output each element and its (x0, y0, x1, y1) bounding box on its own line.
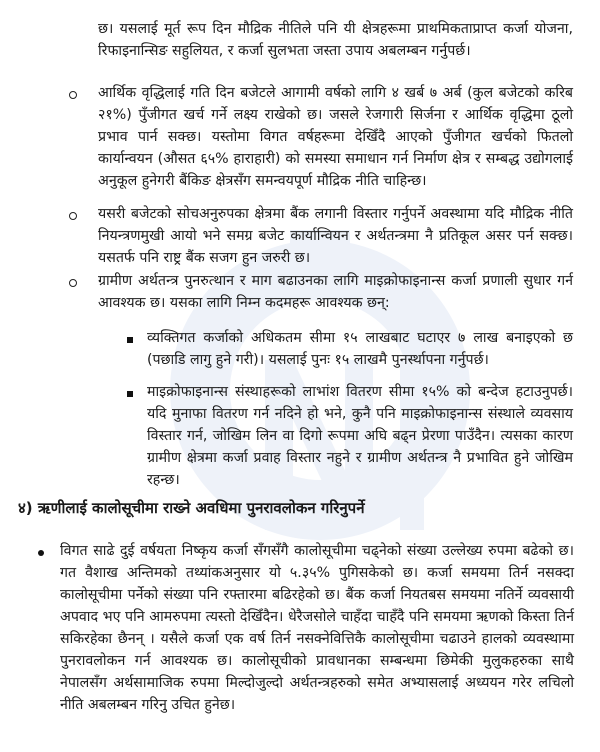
section-point-blacklist: विगत साढे दुई वर्षयता निष्कृय कर्जा सँगसँगै कालोसूचीमा चढ्नेको संख्या उल्लेख्य रुपमा बढेको छ। गत वैशाख अन्तिमको तथ्यांकअनुसार यो ५.३५% पुगिसकेको छ। कर्जा समयमा तिर्न नसक्दा कालोसूचीमा पर्नेको संख्या पनि रफ्तारमा बढिरहेको छ। बैंक कर्जा नियतबस समयमा नतिर्ने व्यवसायी अपवाद भए पनि आमरुपमा त्यस्तो देखिँदैन। धेरैजसोले चाहँदा चाहँदै पनि समयमा ऋणको किस्ता तिर्न सकिरहेका छैनन् । यसैले कर्जा एक वर्ष तिर्न नसक्नेवित्तिकै कालोसूचीमा चढाउने हालको व्यवस्थामा पुनरावलोकन गर्न आवश्यक छ। कालोसूचीको प्रावधानका सम्बन्धमा छिमेकी मुलुकहरुका साथै नेपालसँग अर्थसामाजिक रुपमा मिल्दोजुल्दो अर्थतन्त्रहरुको समेत अभ्यासलाई अध्ययन गरेर लचिलो नीति अबलम्बन गरिनु उचित हुनेछ। (60, 543, 574, 713)
square-bullet-icon (127, 337, 133, 343)
circle-bullet-icon (69, 91, 77, 99)
sub-point-microfinance: ग्रामीण अर्थतन्त्र पुनरुत्थान र माग बढाउनका लागि माइक्रोफाइनान्स कर्जा प्रणाली सुधार गर्न आवश्यक छ। यसका लागि निम्न कदमहरू आवश्यक छन्: (98, 273, 573, 311)
circle-bullet-icon (69, 212, 77, 220)
nested-point-dividend-limit: माइक्रोफाइनान्स संस्थाहरूको लाभांश वितरण सीमा १५% को बन्देज हटाउनुपर्छ। यदि मुनाफा वितरण गर्न नदिने हो भने, कुनै पनि माइक्रोफाइनान्स संस्थाले व्यवसाय विस्तार गर्न, जोखिम लिन वा दिगो रूपमा अघि बढ्न प्रेरणा पाउँदैन। त्यसका कारण ग्रामीण क्षेत्रमा कर्जा प्रवाह विस्तार नहुने र ग्रामीण अर्थतन्त्र नै प्रभावित हुने जोखिम रहन्छ। (147, 384, 573, 488)
circle-bullet-icon (69, 279, 77, 287)
dot-bullet-icon (38, 550, 44, 556)
intro-paragraph: छ। यसलाई मूर्त रूप दिन मौद्रिक नीतिले पनि यी क्षेत्रहरूमा प्राथमिकताप्राप्त कर्जा योजना, रिफाइनान्सिङ सहुलियत, र कर्जा सुलभता जस्ता उपाय अबलम्बन गर्नुपर्छ। (98, 21, 573, 59)
nested-point-loan-limit: व्यक्तिगत कर्जाको अधिकतम सीमा १५ लाखबाट घटाएर ७ लाख बनाइएको छ (पछाडि लागु हुने गरी)। यसलाई पुनः १५ लाखमै पुनर्स्थापना गर्नुपर्छ। (147, 330, 573, 368)
sub-point-capital-expenditure: आर्थिक वृद्धिलाई गति दिन बजेटले आगामी वर्षको लागि ४ खर्ब ७ अर्ब (कुल बजेटको करिब २१%) पुँजीगत खर्च गर्ने लक्ष्य राखेको छ। जसले रेजगारी सिर्जना र आर्थिक वृद्धिमा ठूलो प्रभाव पार्न सक्छ। यस्तोमा विगत वर्षहरूमा देखिँदै आएको पुँजीगत खर्चको फितलो कार्यान्वयन (औसत ६५% हाराहारी) को समस्या समाधान गर्न निर्माण क्षेत्र र सम्बद्ध उद्योगलाई अनुकूल हुनेगरी बैंकिङ क्षेत्रसँग समन्वयपूर्ण मौद्रिक नीति चाहिन्छ। (98, 85, 573, 189)
square-bullet-icon (127, 391, 133, 397)
sub-point-budget-alignment: यसरी बजेटको सोचअनुरुपका क्षेत्रमा बैंक लगानी विस्तार गर्नुपर्ने अवस्थामा यदि मौद्रिक नीति नियन्त्रणमुखी आयो भने समग्र बजेट कार्यान्वियन र अर्थतन्त्रमा नै प्रतिकूल असर पर्न सक्छ। यसतर्फ पनि राष्ट्र बैंक सजग हुन जरुरी छ। (98, 206, 573, 266)
section-heading: ४) ऋणीलाई कालोसूचीमा राख्ने अवधिमा पुनरावलोकन गरिनुपर्ने (18, 499, 365, 517)
